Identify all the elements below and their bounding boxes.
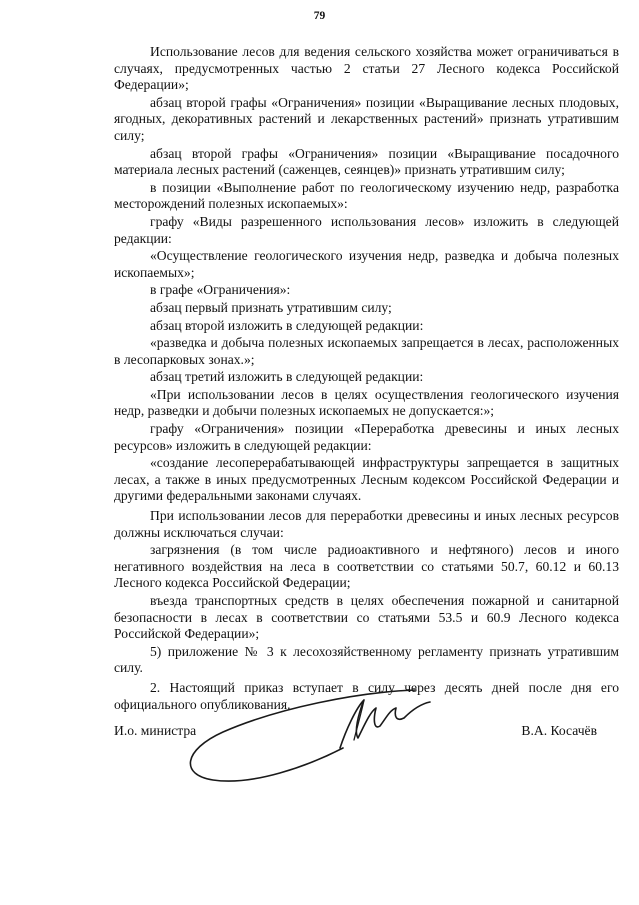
signature-block bbox=[0, 680, 639, 810]
paragraph-geology-new-wording: «Осуществление геологического изучения недр, разведка и добыча полезных ископаемых»; bbox=[114, 248, 619, 280]
signatory-name: В.А. Косачёв bbox=[521, 723, 597, 738]
page-number: 79 bbox=[313, 10, 326, 22]
paragraph-exclusion-cases: При использовании лесов для переработки древесины и иных лесных ресурсов должны исключаться случаи: bbox=[114, 508, 619, 540]
order-text-body bbox=[114, 44, 619, 714]
paragraph-entry-into-force: 2. Настоящий приказ вступает в силу через десять дней после дня его официального опубликования. bbox=[114, 679, 619, 712]
paragraph-second-wording: абзац второй изложить в следующей редакции: bbox=[150, 317, 424, 333]
paragraph-permitted-uses-column: графу «Виды разрешенного использования лесов» изложить в следующей редакции: bbox=[114, 213, 619, 246]
paragraph-vehicle-entry-case: въезда транспортных средств в целях обеспечения пожарной и санитарной безопасности в лесах в соответствии со статьями 53.5 и 60.9 Лесного кодекса Российской Федерации»; bbox=[114, 593, 619, 642]
paragraph-geology-position: в позиции «Выполнение работ по геологическому изучению недр, разработка месторождений полезных ископаемых»: bbox=[114, 179, 619, 212]
paragraph-appendix-repeal: 5) приложение № 3 к лесохозяйственному регламенту признать утратившим силу. bbox=[114, 643, 619, 676]
paragraph-pollution-case: загрязнения (в том числе радиоактивного и нефтяного) лесов и иного негативного воздействия на леса в соответствии со статьями 50.7, 60.12 и 60.13 Лесного кодекса Российской Федерации; bbox=[114, 542, 619, 591]
paragraph-fruit-growing-repeal: абзац второй графы «Ограничения» позиции «Выращивание лесных плодовых, ягодных, декоративных растений и лекарственных растений» признать утратившим силу; bbox=[114, 94, 619, 143]
signatory-role: И.о. министра bbox=[114, 723, 197, 738]
paragraph-geology-not-allowed: «При использовании лесов в целях осуществления геологического изучения недр, разведки и добычи полезных ископаемых не допускается:»; bbox=[114, 386, 619, 419]
paragraph-infrastructure-ban: «создание лесоперерабатывающей инфраструктуры запрещается в защитных лесах, а также в иных предусмотренных Лесным кодексом Российской Федерации и другими федеральными законами случаях. bbox=[114, 455, 619, 504]
handwritten-signature bbox=[168, 680, 468, 795]
paragraph-third-wording: абзац третий изложить в следующей редакции: bbox=[150, 369, 424, 385]
paragraph-wood-processing-column: графу «Ограничения» позиции «Переработка древесины и иных лесных ресурсов» изложить в следующей редакции: bbox=[114, 421, 619, 453]
paragraph-first-repeal: абзац первый признать утратившим силу; bbox=[150, 299, 392, 315]
paragraph-agriculture-limit: Использование лесов для ведения сельского хозяйства может ограничиваться в случаях, предусмотренных частью 2 статьи 27 Лесного кодекса Российской Федерации»; bbox=[114, 44, 619, 93]
paragraph-forest-park-ban: «разведка и добыча полезных ископаемых запрещается в лесах, расположенных в лесопарковых зонах.»; bbox=[114, 335, 619, 367]
paragraph-restrictions-column: в графе «Ограничения»: bbox=[150, 282, 291, 298]
paragraph-seedlings-repeal: абзац второй графы «Ограничения» позиции «Выращивание посадочного материала лесных растений (саженцев, сеянцев)» признать утратившим силу; bbox=[114, 145, 619, 178]
